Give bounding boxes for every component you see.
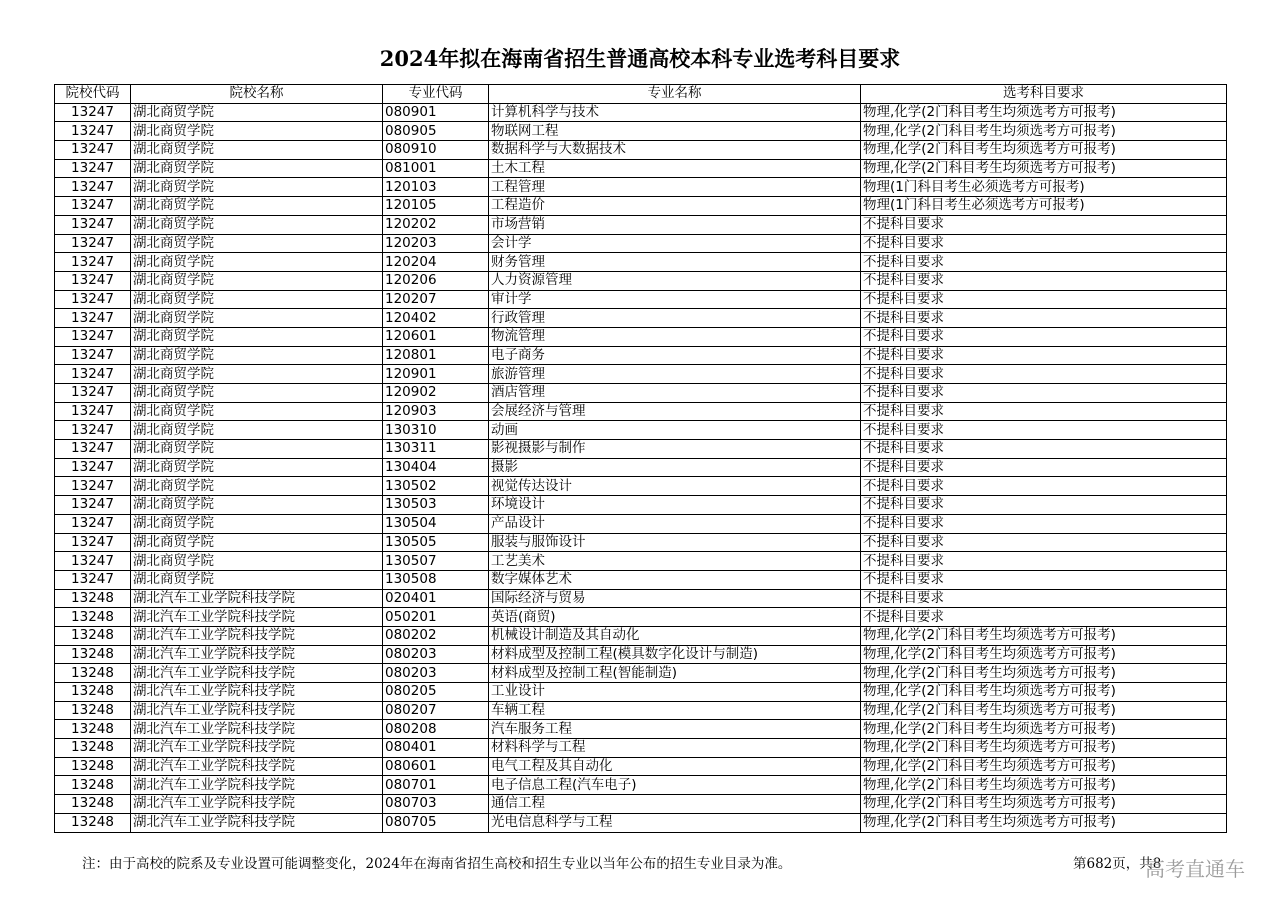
table-row bbox=[55, 440, 1227, 459]
major-code-cell: 120204 bbox=[383, 253, 489, 272]
school-code-cell: 13247 bbox=[55, 421, 131, 440]
school-code-cell: 13247 bbox=[55, 570, 131, 589]
major-code-cell: 080401 bbox=[383, 739, 489, 758]
school-name-cell: 湖北商贸学院 bbox=[131, 327, 383, 346]
major-name-cell: 数据科学与大数据技术 bbox=[489, 141, 861, 160]
major-name-cell: 计算机科学与技术 bbox=[489, 103, 861, 122]
school-code-cell: 13247 bbox=[55, 552, 131, 571]
school-code-cell: 13247 bbox=[55, 477, 131, 496]
school-name-cell: 湖北商贸学院 bbox=[131, 234, 383, 253]
major-code-cell: 130503 bbox=[383, 496, 489, 515]
table-row bbox=[55, 271, 1227, 290]
school-name-cell: 湖北汽车工业学院科技学院 bbox=[131, 589, 383, 608]
school-name-cell: 湖北汽车工业学院科技学院 bbox=[131, 795, 383, 814]
major-name-cell: 土木工程 bbox=[489, 159, 861, 178]
major-name-cell: 人力资源管理 bbox=[489, 271, 861, 290]
requirement-cell: 不提科目要求 bbox=[861, 514, 1227, 533]
school-name-cell: 湖北汽车工业学院科技学院 bbox=[131, 813, 383, 832]
table-row bbox=[55, 645, 1227, 664]
school-code-cell: 13248 bbox=[55, 608, 131, 627]
major-name-cell: 酒店管理 bbox=[489, 384, 861, 403]
school-name-cell: 湖北商贸学院 bbox=[131, 458, 383, 477]
requirement-cell: 物理,化学(2门科目考生均须选考方可报考) bbox=[861, 664, 1227, 683]
table-row bbox=[55, 776, 1227, 795]
school-name-cell: 湖北汽车工业学院科技学院 bbox=[131, 776, 383, 795]
header-major-name: 专业名称 bbox=[489, 85, 861, 104]
table-row bbox=[55, 570, 1227, 589]
table-row bbox=[55, 683, 1227, 702]
requirement-cell: 物理,化学(2门科目考生均须选考方可报考) bbox=[861, 813, 1227, 832]
school-name-cell: 湖北商贸学院 bbox=[131, 141, 383, 160]
major-name-cell: 工业设计 bbox=[489, 683, 861, 702]
major-name-cell: 工艺美术 bbox=[489, 552, 861, 571]
requirement-cell: 不提科目要求 bbox=[861, 271, 1227, 290]
major-name-cell: 工程管理 bbox=[489, 178, 861, 197]
header-school-code: 院校代码 bbox=[55, 85, 131, 104]
school-name-cell: 湖北商贸学院 bbox=[131, 215, 383, 234]
school-code-cell: 13248 bbox=[55, 795, 131, 814]
major-name-cell: 电子商务 bbox=[489, 346, 861, 365]
school-name-cell: 湖北商贸学院 bbox=[131, 365, 383, 384]
major-code-cell: 120103 bbox=[383, 178, 489, 197]
page-number: 第682页，共8 bbox=[1073, 856, 1162, 872]
major-name-cell: 审计学 bbox=[489, 290, 861, 309]
major-name-cell: 会展经济与管理 bbox=[489, 402, 861, 421]
major-name-cell: 物联网工程 bbox=[489, 122, 861, 141]
table-row bbox=[55, 552, 1227, 571]
school-code-cell: 13247 bbox=[55, 215, 131, 234]
major-name-cell: 国际经济与贸易 bbox=[489, 589, 861, 608]
major-name-cell: 通信工程 bbox=[489, 795, 861, 814]
requirement-cell: 物理,化学(2门科目考生均须选考方可报考) bbox=[861, 159, 1227, 178]
major-code-cell: 080703 bbox=[383, 795, 489, 814]
school-name-cell: 湖北商贸学院 bbox=[131, 552, 383, 571]
requirement-cell: 物理(1门科目考生必须选考方可报考) bbox=[861, 178, 1227, 197]
requirement-cell: 物理,化学(2门科目考生均须选考方可报考) bbox=[861, 122, 1227, 141]
major-code-cell: 130311 bbox=[383, 440, 489, 459]
major-code-cell: 080701 bbox=[383, 776, 489, 795]
school-code-cell: 13248 bbox=[55, 739, 131, 758]
requirement-cell: 物理,化学(2门科目考生均须选考方可报考) bbox=[861, 739, 1227, 758]
table-row bbox=[55, 402, 1227, 421]
requirement-cell: 物理,化学(2门科目考生均须选考方可报考) bbox=[861, 626, 1227, 645]
major-code-cell: 081001 bbox=[383, 159, 489, 178]
major-name-cell: 动画 bbox=[489, 421, 861, 440]
major-name-cell: 影视摄影与制作 bbox=[489, 440, 861, 459]
requirement-cell: 物理,化学(2门科目考生均须选考方可报考) bbox=[861, 720, 1227, 739]
school-code-cell: 13247 bbox=[55, 197, 131, 216]
school-name-cell: 湖北商贸学院 bbox=[131, 384, 383, 403]
table-row bbox=[55, 701, 1227, 720]
school-name-cell: 湖北商贸学院 bbox=[131, 346, 383, 365]
school-code-cell: 13247 bbox=[55, 141, 131, 160]
school-code-cell: 13248 bbox=[55, 776, 131, 795]
requirement-cell: 不提科目要求 bbox=[861, 533, 1227, 552]
school-name-cell: 湖北商贸学院 bbox=[131, 496, 383, 515]
major-name-cell: 服装与服饰设计 bbox=[489, 533, 861, 552]
table-row bbox=[55, 346, 1227, 365]
major-code-cell: 080705 bbox=[383, 813, 489, 832]
table-row bbox=[55, 159, 1227, 178]
school-name-cell: 湖北商贸学院 bbox=[131, 440, 383, 459]
requirement-cell: 不提科目要求 bbox=[861, 440, 1227, 459]
major-code-cell: 130404 bbox=[383, 458, 489, 477]
school-name-cell: 湖北汽车工业学院科技学院 bbox=[131, 739, 383, 758]
school-name-cell: 湖北商贸学院 bbox=[131, 477, 383, 496]
major-code-cell: 120902 bbox=[383, 384, 489, 403]
table-header-row bbox=[55, 85, 1227, 104]
table-row bbox=[55, 253, 1227, 272]
major-name-cell: 电子信息工程(汽车电子) bbox=[489, 776, 861, 795]
major-name-cell: 材料成型及控制工程(模具数字化设计与制造) bbox=[489, 645, 861, 664]
table-row bbox=[55, 290, 1227, 309]
major-name-cell: 材料成型及控制工程(智能制造) bbox=[489, 664, 861, 683]
requirement-cell: 不提科目要求 bbox=[861, 365, 1227, 384]
major-code-cell: 080203 bbox=[383, 664, 489, 683]
table-row bbox=[55, 664, 1227, 683]
major-code-cell: 080905 bbox=[383, 122, 489, 141]
major-name-cell: 产品设计 bbox=[489, 514, 861, 533]
major-name-cell: 市场营销 bbox=[489, 215, 861, 234]
major-code-cell: 120901 bbox=[383, 365, 489, 384]
table-row bbox=[55, 458, 1227, 477]
requirement-cell: 不提科目要求 bbox=[861, 346, 1227, 365]
requirement-cell: 物理,化学(2门科目考生均须选考方可报考) bbox=[861, 795, 1227, 814]
table-body bbox=[55, 103, 1227, 832]
requirement-cell: 物理,化学(2门科目考生均须选考方可报考) bbox=[861, 683, 1227, 702]
school-code-cell: 13247 bbox=[55, 290, 131, 309]
school-name-cell: 湖北汽车工业学院科技学院 bbox=[131, 645, 383, 664]
table-row bbox=[55, 496, 1227, 515]
school-name-cell: 湖北汽车工业学院科技学院 bbox=[131, 701, 383, 720]
school-code-cell: 13248 bbox=[55, 645, 131, 664]
major-code-cell: 080910 bbox=[383, 141, 489, 160]
school-name-cell: 湖北汽车工业学院科技学院 bbox=[131, 683, 383, 702]
major-name-cell: 工程造价 bbox=[489, 197, 861, 216]
major-code-cell: 130504 bbox=[383, 514, 489, 533]
major-code-cell: 130310 bbox=[383, 421, 489, 440]
requirement-cell: 不提科目要求 bbox=[861, 608, 1227, 627]
major-name-cell: 环境设计 bbox=[489, 496, 861, 515]
school-code-cell: 13247 bbox=[55, 234, 131, 253]
school-name-cell: 湖北商贸学院 bbox=[131, 103, 383, 122]
requirement-cell: 不提科目要求 bbox=[861, 327, 1227, 346]
requirement-cell: 物理(1门科目考生必须选考方可报考) bbox=[861, 197, 1227, 216]
requirement-cell: 物理,化学(2门科目考生均须选考方可报考) bbox=[861, 645, 1227, 664]
requirement-cell: 不提科目要求 bbox=[861, 309, 1227, 328]
header-school-name: 院校名称 bbox=[131, 85, 383, 104]
school-code-cell: 13248 bbox=[55, 664, 131, 683]
requirement-cell: 不提科目要求 bbox=[861, 589, 1227, 608]
school-code-cell: 13248 bbox=[55, 813, 131, 832]
major-code-cell: 080901 bbox=[383, 103, 489, 122]
school-name-cell: 湖北商贸学院 bbox=[131, 197, 383, 216]
school-name-cell: 湖北汽车工业学院科技学院 bbox=[131, 664, 383, 683]
major-name-cell: 英语(商贸) bbox=[489, 608, 861, 627]
major-name-cell: 数字媒体艺术 bbox=[489, 570, 861, 589]
major-code-cell: 080203 bbox=[383, 645, 489, 664]
school-code-cell: 13247 bbox=[55, 253, 131, 272]
requirement-cell: 不提科目要求 bbox=[861, 570, 1227, 589]
school-code-cell: 13247 bbox=[55, 346, 131, 365]
table-row bbox=[55, 309, 1227, 328]
table-row bbox=[55, 197, 1227, 216]
major-name-cell: 物流管理 bbox=[489, 327, 861, 346]
header-major-code: 专业代码 bbox=[383, 85, 489, 104]
school-code-cell: 13248 bbox=[55, 757, 131, 776]
major-code-cell: 120202 bbox=[383, 215, 489, 234]
major-code-cell: 080601 bbox=[383, 757, 489, 776]
school-name-cell: 湖北商贸学院 bbox=[131, 122, 383, 141]
major-name-cell: 会计学 bbox=[489, 234, 861, 253]
school-name-cell: 湖北商贸学院 bbox=[131, 309, 383, 328]
requirement-cell: 不提科目要求 bbox=[861, 421, 1227, 440]
major-code-cell: 120207 bbox=[383, 290, 489, 309]
school-name-cell: 湖北汽车工业学院科技学院 bbox=[131, 720, 383, 739]
header-subject-requirement: 选考科目要求 bbox=[861, 85, 1227, 104]
table-row bbox=[55, 234, 1227, 253]
table-row bbox=[55, 141, 1227, 160]
requirement-cell: 不提科目要求 bbox=[861, 253, 1227, 272]
requirement-cell: 不提科目要求 bbox=[861, 477, 1227, 496]
school-code-cell: 13247 bbox=[55, 103, 131, 122]
major-code-cell: 120105 bbox=[383, 197, 489, 216]
major-name-cell: 汽车服务工程 bbox=[489, 720, 861, 739]
school-code-cell: 13248 bbox=[55, 683, 131, 702]
school-code-cell: 13247 bbox=[55, 458, 131, 477]
major-code-cell: 080205 bbox=[383, 683, 489, 702]
school-code-cell: 13247 bbox=[55, 384, 131, 403]
requirement-cell: 不提科目要求 bbox=[861, 290, 1227, 309]
requirement-cell: 不提科目要求 bbox=[861, 552, 1227, 571]
requirement-cell: 物理,化学(2门科目考生均须选考方可报考) bbox=[861, 141, 1227, 160]
school-code-cell: 13247 bbox=[55, 365, 131, 384]
school-code-cell: 13248 bbox=[55, 626, 131, 645]
table-row bbox=[55, 477, 1227, 496]
major-code-cell: 120601 bbox=[383, 327, 489, 346]
school-name-cell: 湖北汽车工业学院科技学院 bbox=[131, 608, 383, 627]
school-code-cell: 13248 bbox=[55, 720, 131, 739]
school-code-cell: 13247 bbox=[55, 178, 131, 197]
major-code-cell: 080202 bbox=[383, 626, 489, 645]
school-name-cell: 湖北商贸学院 bbox=[131, 421, 383, 440]
school-code-cell: 13247 bbox=[55, 533, 131, 552]
major-name-cell: 视觉传达设计 bbox=[489, 477, 861, 496]
school-name-cell: 湖北商贸学院 bbox=[131, 570, 383, 589]
major-code-cell: 120203 bbox=[383, 234, 489, 253]
major-code-cell: 020401 bbox=[383, 589, 489, 608]
table-row bbox=[55, 795, 1227, 814]
requirement-cell: 不提科目要求 bbox=[861, 458, 1227, 477]
school-name-cell: 湖北商贸学院 bbox=[131, 402, 383, 421]
table-row bbox=[55, 514, 1227, 533]
table-row bbox=[55, 122, 1227, 141]
table-row bbox=[55, 327, 1227, 346]
major-name-cell: 行政管理 bbox=[489, 309, 861, 328]
requirement-cell: 不提科目要求 bbox=[861, 384, 1227, 403]
requirements-table bbox=[54, 84, 1227, 833]
school-code-cell: 13247 bbox=[55, 327, 131, 346]
major-name-cell: 机械设计制造及其自动化 bbox=[489, 626, 861, 645]
school-name-cell: 湖北汽车工业学院科技学院 bbox=[131, 626, 383, 645]
table-row bbox=[55, 365, 1227, 384]
requirement-cell: 不提科目要求 bbox=[861, 234, 1227, 253]
school-code-cell: 13248 bbox=[55, 589, 131, 608]
table-row bbox=[55, 720, 1227, 739]
school-name-cell: 湖北商贸学院 bbox=[131, 253, 383, 272]
school-name-cell: 湖北商贸学院 bbox=[131, 271, 383, 290]
table-row bbox=[55, 813, 1227, 832]
school-code-cell: 13247 bbox=[55, 496, 131, 515]
school-code-cell: 13247 bbox=[55, 440, 131, 459]
major-code-cell: 120903 bbox=[383, 402, 489, 421]
major-code-cell: 120801 bbox=[383, 346, 489, 365]
requirement-cell: 不提科目要求 bbox=[861, 215, 1227, 234]
school-name-cell: 湖北商贸学院 bbox=[131, 159, 383, 178]
major-name-cell: 材料科学与工程 bbox=[489, 739, 861, 758]
school-code-cell: 13248 bbox=[55, 701, 131, 720]
requirement-cell: 物理,化学(2门科目考生均须选考方可报考) bbox=[861, 103, 1227, 122]
major-code-cell: 130505 bbox=[383, 533, 489, 552]
page-title: 2024年拟在海南省招生普通高校本科专业选考科目要求 bbox=[379, 46, 901, 71]
school-name-cell: 湖北汽车工业学院科技学院 bbox=[131, 757, 383, 776]
requirement-cell: 物理,化学(2门科目考生均须选考方可报考) bbox=[861, 701, 1227, 720]
requirement-cell: 物理,化学(2门科目考生均须选考方可报考) bbox=[861, 757, 1227, 776]
table-row bbox=[55, 103, 1227, 122]
major-name-cell: 电气工程及其自动化 bbox=[489, 757, 861, 776]
table-row bbox=[55, 215, 1227, 234]
major-name-cell: 财务管理 bbox=[489, 253, 861, 272]
school-code-cell: 13247 bbox=[55, 514, 131, 533]
school-name-cell: 湖北商贸学院 bbox=[131, 290, 383, 309]
school-name-cell: 湖北商贸学院 bbox=[131, 178, 383, 197]
major-code-cell: 130508 bbox=[383, 570, 489, 589]
table-row bbox=[55, 626, 1227, 645]
school-code-cell: 13247 bbox=[55, 271, 131, 290]
table-row bbox=[55, 178, 1227, 197]
table-row bbox=[55, 533, 1227, 552]
school-name-cell: 湖北商贸学院 bbox=[131, 514, 383, 533]
table-row bbox=[55, 608, 1227, 627]
table-row bbox=[55, 739, 1227, 758]
major-code-cell: 080207 bbox=[383, 701, 489, 720]
school-code-cell: 13247 bbox=[55, 309, 131, 328]
major-name-cell: 摄影 bbox=[489, 458, 861, 477]
table-row bbox=[55, 589, 1227, 608]
major-name-cell: 旅游管理 bbox=[489, 365, 861, 384]
major-name-cell: 车辆工程 bbox=[489, 701, 861, 720]
major-code-cell: 120402 bbox=[383, 309, 489, 328]
school-code-cell: 13247 bbox=[55, 402, 131, 421]
major-code-cell: 080208 bbox=[383, 720, 489, 739]
requirement-cell: 不提科目要求 bbox=[861, 496, 1227, 515]
requirement-cell: 物理,化学(2门科目考生均须选考方可报考) bbox=[861, 776, 1227, 795]
table-row bbox=[55, 757, 1227, 776]
major-code-cell: 120206 bbox=[383, 271, 489, 290]
requirement-cell: 不提科目要求 bbox=[861, 402, 1227, 421]
school-code-cell: 13247 bbox=[55, 159, 131, 178]
major-name-cell: 光电信息科学与工程 bbox=[489, 813, 861, 832]
school-name-cell: 湖北商贸学院 bbox=[131, 533, 383, 552]
watermark: 高考直通车 bbox=[1145, 857, 1245, 881]
table-row bbox=[55, 384, 1227, 403]
major-code-cell: 130502 bbox=[383, 477, 489, 496]
footnote: 注：由于高校的院系及专业设置可能调整变化，2024年在海南省招生高校和招生专业以当年公布的招生专业目录为准。 bbox=[82, 856, 792, 872]
major-code-cell: 050201 bbox=[383, 608, 489, 627]
major-code-cell: 130507 bbox=[383, 552, 489, 571]
school-code-cell: 13247 bbox=[55, 122, 131, 141]
table-row bbox=[55, 421, 1227, 440]
